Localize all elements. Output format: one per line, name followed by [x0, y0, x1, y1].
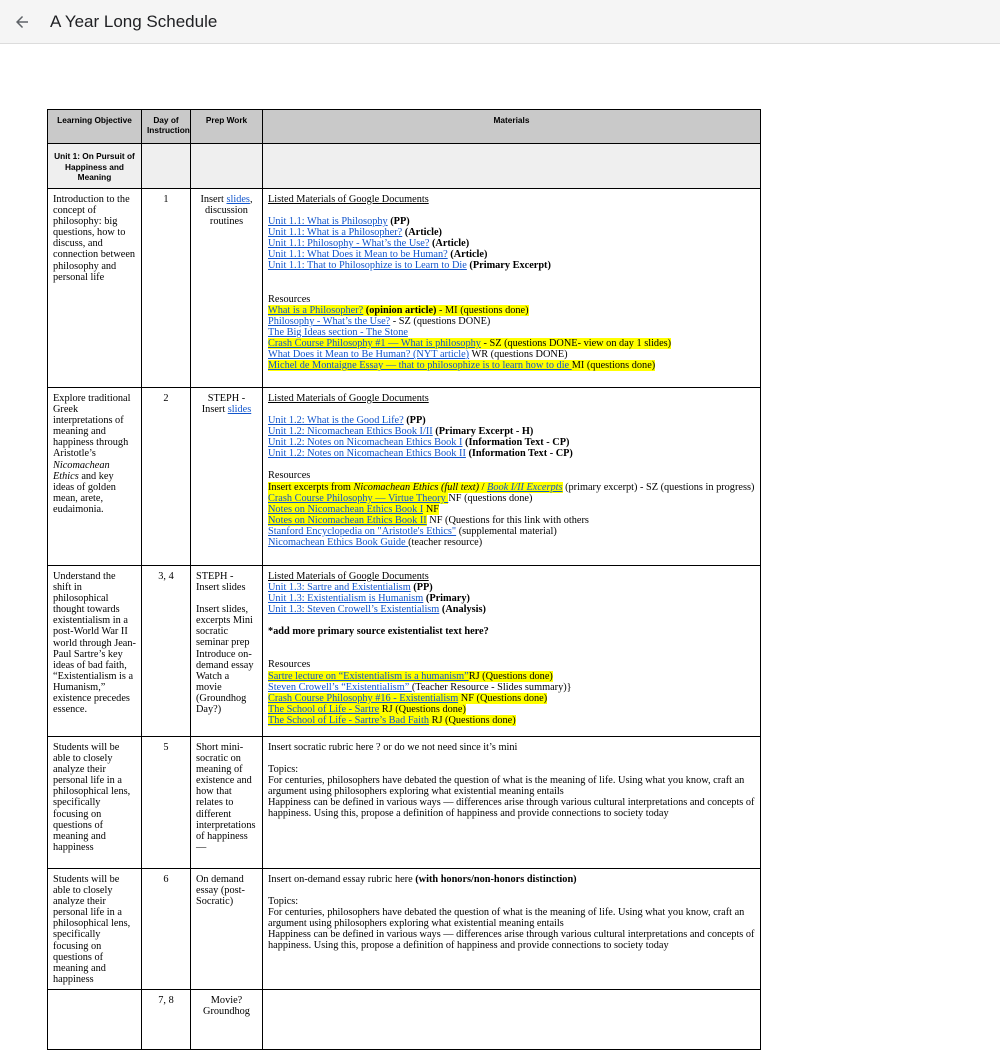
resources-heading: Resources [268, 293, 311, 305]
arrow-back-icon [13, 13, 31, 31]
day-cell: 6 [142, 869, 191, 990]
list-item: What is a Philosopher? (opinion article) - MI (questions done) [268, 304, 529, 316]
rubric-note: Insert on-demand essay rubric here (with honors/non-honors distinction) [268, 874, 577, 885]
note-text: *add more primary source existentialist text here? [268, 626, 489, 638]
list-item: Unit 1.3: Steven Crowell’s Existentialism (Analysis) [268, 604, 486, 616]
list-item: The School of Life - Sartre RJ (Questions done) [268, 703, 466, 715]
list-item: Unit 1.1: What is Philosophy (PP) [268, 216, 410, 228]
resources-heading: Resources [268, 470, 311, 482]
list-item: The School of Life - Sartre’s Bad Faith RJ (Questions done) [268, 714, 516, 726]
prep-cell: STEPH - Insert slides [191, 388, 263, 566]
day-cell: 2 [142, 388, 191, 566]
learning-objective-cell [48, 989, 142, 1049]
list-item: Notes on Nicomachean Ethics Book I NF [268, 503, 440, 515]
prep-cell: Movie? Groundhog [191, 989, 263, 1049]
list-item: Unit 1.1: What is a Philosopher? (Article) [268, 227, 442, 239]
list-item: Nicomachean Ethics Book Guide (teacher resource) [268, 537, 483, 549]
list-item: Sartre lecture on “Existentialism is a humanism”RJ (Questions done) [268, 670, 553, 682]
materials-cell [263, 388, 761, 566]
schedule-table [47, 109, 761, 1050]
list-item: The Big Ideas section - The Stone [268, 326, 408, 338]
materials-cell [263, 989, 761, 1049]
list-item: Unit 1.1: That to Philosophize is to Learn to Die (Primary Excerpt) [268, 260, 551, 272]
table-row [48, 869, 761, 990]
topic-text: For centuries, philosophers have debated the question of what is the meaning of life. Using what you know, craft an argument using philosophers exploring what existential meaning entails [268, 775, 745, 798]
learning-objective-cell: Students will be able to closely analyze their personal life in a philosophical lens, specifically focusing on questions of meaning and happiness [48, 869, 142, 990]
list-item: Insert excerpts from Nicomachean Ethics (full text) / Book I/II Excerpts (primary excerpt) - SZ (questions in progress) [268, 481, 755, 493]
topics-heading: Topics: [268, 764, 299, 776]
table-row [48, 566, 761, 737]
list-item: Crash Course Philosophy #1 — What is philosophy - SZ (questions DONE- view on day 1 slides) [268, 337, 672, 349]
back-button[interactable] [0, 0, 44, 44]
learning-objective-cell: Explore traditional Greek interpretations of meaning and happiness through Aristotle’s Nicomachean Ethics and key ideas of golden mean, arete, eudaimonia. [48, 388, 142, 566]
prep-cell: On demand essay (post-Socratic) [191, 869, 263, 990]
list-item: Unit 1.3: Existentialism is Humanism (Primary) [268, 593, 470, 605]
list-item: Unit 1.2: What is the Good Life? (PP) [268, 415, 426, 427]
day-cell: 7, 8 [142, 989, 191, 1049]
list-item: Unit 1.2: Nicomachean Ethics Book I/II (Primary Excerpt - H) [268, 426, 534, 438]
list-item: Michel de Montaigne Essay — that to philosophize is to learn how to die MI (questions done) [268, 360, 656, 372]
prep-cell: Short mini-socratic on meaning of existence and how that relates to different interpretations of happiness — [191, 737, 263, 869]
table-row [48, 388, 761, 566]
table-row [48, 989, 761, 1049]
list-item: Unit 1.3: Sartre and Existentialism (PP) [268, 582, 433, 594]
resources-heading: Resources [268, 659, 311, 671]
list-item: Unit 1.1: Philosophy - What’s the Use? (Article) [268, 238, 470, 250]
day-cell: 3, 4 [142, 566, 191, 737]
prep-cell: STEPH - Insert slides Insert slides, excerpts Mini socratic seminar prep Introduce on-demand essay Watch a movie (Groundhog Day?) [191, 566, 263, 737]
topics-heading: Topics: [268, 896, 299, 908]
table-row [48, 189, 761, 388]
list-item: Unit 1.2: Notes on Nicomachean Ethics Book I (Information Text - CP) [268, 437, 570, 449]
list-item: Steven Crowell’s “Existentialism” (Teacher Resource - Slides summary)} [268, 681, 572, 693]
app-bar [0, 0, 1000, 44]
unit-title: Unit 1: On Pursuit of Happiness and Meaning [48, 144, 142, 189]
learning-objective-cell: Understand the shift in philosophical thought towards existentialism in a post-World War II world through Jean-Paul Sartre’s key ideas of bad faith, “Existentialism is a Humanism,” existence precedes essence. [48, 566, 142, 737]
prep-cell: Insert slides, discussion routines [191, 189, 263, 388]
materials-cell [263, 189, 761, 388]
header-day-of-instruction: Day of Instruction [142, 110, 191, 144]
day-cell: 1 [142, 189, 191, 388]
rubric-note: Insert socratic rubric here ? or do we not need since it’s mini [268, 742, 518, 753]
table-row [48, 737, 761, 869]
topic-text: Happiness can be defined in various ways — differences arise through various cultural interpretations and concepts of happiness. Using this, propose a definition of happiness and provide connections to society today [268, 797, 755, 820]
unit-row [48, 144, 761, 189]
list-item: Crash Course Philosophy #16 - Existentialism NF (Questions done) [268, 692, 548, 704]
list-item: Crash Course Philosophy — Virtue Theory NF (questions done) [268, 492, 533, 504]
list-item: Notes on Nicomachean Ethics Book II NF (Questions for this link with others [268, 514, 589, 526]
document-viewport[interactable] [0, 45, 1000, 1018]
header-materials: Materials [263, 110, 761, 144]
list-item: Unit 1.2: Notes on Nicomachean Ethics Book II (Information Text - CP) [268, 448, 573, 460]
topic-text: Happiness can be defined in various ways — differences arise through various cultural interpretations and concepts of happiness. Using this, propose a definition of happiness and provide connections to society today [268, 929, 755, 952]
materials-cell [263, 737, 761, 869]
day-cell: 5 [142, 737, 191, 869]
slides-link[interactable]: slides [227, 404, 252, 416]
listed-materials-heading: Listed Materials of Google Documents [268, 571, 429, 582]
document-title: A Year Long Schedule [50, 11, 218, 31]
list-item: Unit 1.1: What Does it Mean to be Human? (Article) [268, 249, 488, 261]
listed-materials-heading: Listed Materials of Google Documents [268, 194, 429, 205]
topic-text: For centuries, philosophers have debated the question of what is the meaning of life. Using what you know, craft an argument using philosophers exploring what existential meaning entails [268, 907, 745, 930]
list-item: What Does it Mean to Be Human? (NYT article) WR (questions DONE) [268, 349, 568, 361]
materials-cell [263, 869, 761, 990]
list-item: Stanford Encyclopedia on "Aristotle's Ethics" (supplemental material) [268, 525, 557, 537]
listed-materials-heading: Listed Materials of Google Documents [268, 393, 429, 404]
materials-cell [263, 566, 761, 737]
header-prep-work: Prep Work [191, 110, 263, 144]
table-header-row [48, 110, 761, 144]
header-learning-objective: Learning Objective [48, 110, 142, 144]
learning-objective-cell: Students will be able to closely analyze their personal life in a philosophical lens, specifically focusing on questions of meaning and happiness [48, 737, 142, 869]
slides-link[interactable]: slides [226, 194, 250, 205]
list-item: Philosophy - What’s the Use? - SZ (questions DONE) [268, 315, 491, 327]
learning-objective-cell: Introduction to the concept of philosophy: big questions, how to discuss, and connection between philosophy and personal life [48, 189, 142, 388]
